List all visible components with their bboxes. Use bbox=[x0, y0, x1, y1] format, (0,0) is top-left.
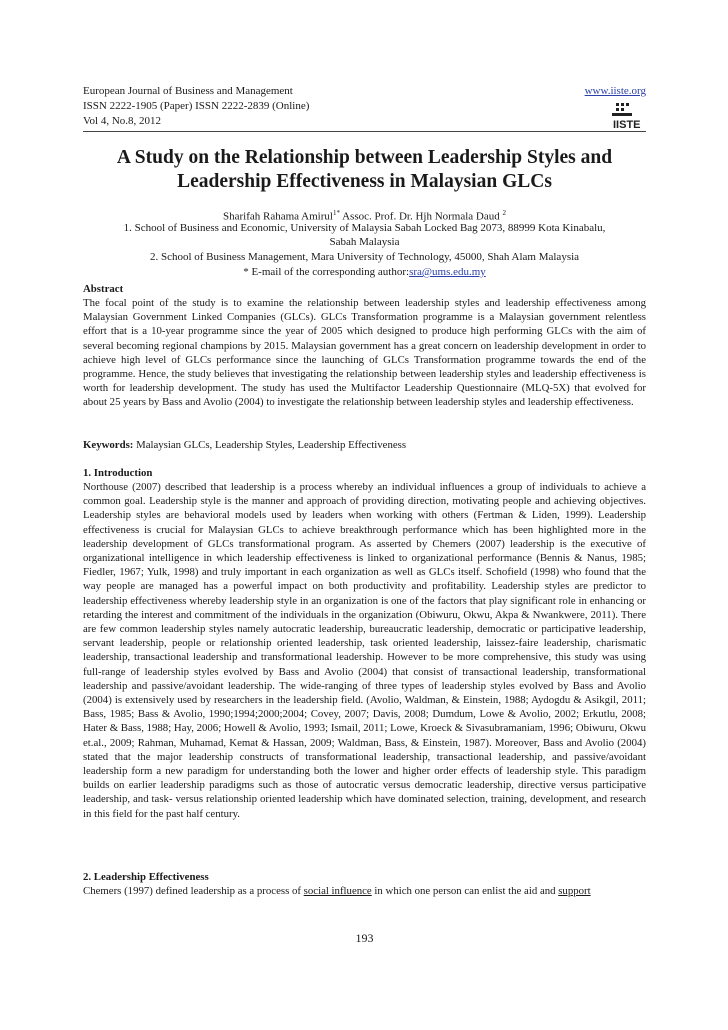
introduction-text: Northouse (2007) described that leadership is a process whereby an individual influences a group of individuals to achieve a common goal. Leadership style is the manner and approach of providing direction, motivating people and achieving objectives. Leadership styles are behavioral models used by leaders when working with others (Fertman & Liden, 1999). Leadership effectiveness is crucial for Malaysian GLCs to achieve breakthrough performance which has been highlighted more in the leadership development of GLCs transformational program. As asserted by Chemers (2007) leadership is the executive of organizational intelligence in which leadership effectiveness is linked to organizational performance (Bennis & Nanus, 1985; Fiedler, 1967; Yulk, 1998) and truly important in each organization as well as GLCs itself. Schofield (1998) who found that the way people are managed has a powerful impact on both productivity and profitability. Leadership styles are predictor to leadership effectiveness whereby leadership style in an organization is one of the factors that play significant role in enhancing or retarding the interest and commitment of the individuals in the organization (Obiwuru, Okwu, Akpa & Nwankwere, 2011). There are few common leadership styles namely autocratic leadership, bureaucratic leadership, democratic or participative leadership, servant leadership, people or relationship oriented leadership, task oriented leadership, laissez-faire leadership, charismatic leadership, transactional leadership and transformational leadership. However to be more comprehensive, this study was using full-range of leadership styles evolved by Bass and Avolio (2004) that consist of transactional leadership, transformational leadership and passive/avoidant leadership. The wide-ranging of three types of leadership styles evolved by Bass and Avolio (2004) is extensively used by researchers in the leadership field. (Avolio, Waldman, & Einstein, 1988; Aydogdu & Asikgil, 2011; Bass, 1985; Bass & Avolio, 1990;1994;2000;2004; Covey, 2007; Davis, 2008; Dumdum, Lowe & Avolio, 2002; Erkutlu, 2008; Hater & Bass, 1988; Hay, 2006; Howell & Avolio, 1993; Ismail, 2011; Lowe, Kroeck & Sivasubramaniam, 1996; Obiwuru, Okwu et.al., 2009; Rahman, Muhamad, Kemat & Hassan, 2009; Waldman, Bass, & Einstein, 1987). Moreover, Bass and Avolio (2004) stated that the major leadership constructs of transformational leadership, transactional leadership, and passive/avoidant leadership form a new paradigm for understanding both the lower and higher order effects of leadership style. This paradigm builds on earlier leadership paradigms such as those of autocratic versus democratic leadership, directive versus participative leadership, and task- versus relationship oriented leadership which have dominated selection, training, development, and research in this field for the past half century. bbox=[83, 481, 646, 820]
author-1: Sharifah Rahama Amirul bbox=[222, 210, 333, 223]
issn-line: ISSN 2222-1905 (Paper) ISSN 2222-2839 (Online) bbox=[83, 100, 310, 112]
section-2-text bbox=[83, 884, 646, 898]
section-2-text-b: in which one person can enlist the aid and bbox=[371, 885, 559, 897]
social-influence-link[interactable]: social influence bbox=[303, 885, 372, 897]
keywords-label: Keywords: bbox=[83, 439, 134, 451]
author-2-sup: 2 bbox=[502, 209, 507, 217]
section-2-text-a: Chemers (1997) defined leadership as a process of bbox=[83, 885, 304, 897]
keywords bbox=[83, 438, 646, 452]
title-line-1: A Study on the Relationship between Leadership Styles and bbox=[116, 147, 613, 168]
affiliation-1 bbox=[83, 221, 646, 249]
page-number: 193 bbox=[355, 931, 374, 945]
affiliation-1-line-1: 1. School of Business and Economic, University of Malaysia Sabah Locked Bag 2073, 88999 Kota Kinabalu, bbox=[123, 222, 606, 234]
affiliation-1-line-2: Sabah Malaysia bbox=[329, 236, 400, 248]
affiliation-2: 2. School of Business Management, Mara University of Technology, 45000, Shah Alam Malaysia bbox=[149, 251, 580, 263]
keywords-text: Malaysian GLCs, Leadership Styles, Leadership Effectiveness bbox=[133, 439, 407, 451]
logo-text: IISTE bbox=[613, 119, 641, 130]
email-label: * E-mail of the corresponding author: bbox=[243, 266, 410, 278]
abstract-heading: Abstract bbox=[83, 283, 124, 295]
author-1-sup: 1* bbox=[332, 209, 340, 217]
support-link[interactable]: support bbox=[558, 885, 591, 897]
abstract-text: The focal point of the study is to examine the relationship between leadership styles and leadership effectiveness among Malaysian Government Linked Companies (GLCs). GLCs Transformation programme is a Malaysian government relentless effort that is a 10-year programme since the year of 2005 which designed to produce high performing GLCs with the aim of several becoming regional champions by 2015. Malaysian government has a great concern on leadership development in order to achieve high level of GLCs performance since the launching of GLCs Transformation programme towards the end of the programme. Hence, the study believes that investigating the relationship between leadership styles and leadership effectiveness is worth for leadership development. The study has used the Multifactor Leadership Questionnaire (MLQ-5X) that evolved for about 25 years by Bass and Avolio (2004) to investigate the relationship between leadership styles and leadership effectiveness. bbox=[83, 297, 646, 409]
section-2-heading: 2. Leadership Effectiveness bbox=[83, 871, 209, 883]
corresponding-email bbox=[83, 265, 646, 279]
header-divider bbox=[83, 131, 646, 132]
title-line-2: Leadership Effectiveness in Malaysian GLCs bbox=[177, 171, 552, 192]
journal-header bbox=[83, 84, 646, 129]
iiste-logo-icon bbox=[612, 102, 644, 130]
journal-url-link[interactable]: www.iiste.org bbox=[584, 85, 646, 97]
email-link[interactable]: sra@ums.edu.my bbox=[409, 266, 486, 278]
journal-name: European Journal of Business and Management bbox=[83, 85, 293, 97]
introduction-heading: 1. Introduction bbox=[83, 467, 153, 479]
author-2: Assoc. Prof. Dr. Hjh Normala Daud bbox=[342, 210, 500, 223]
volume-line: Vol 4, No.8, 2012 bbox=[83, 115, 162, 127]
paper-title bbox=[83, 146, 646, 194]
